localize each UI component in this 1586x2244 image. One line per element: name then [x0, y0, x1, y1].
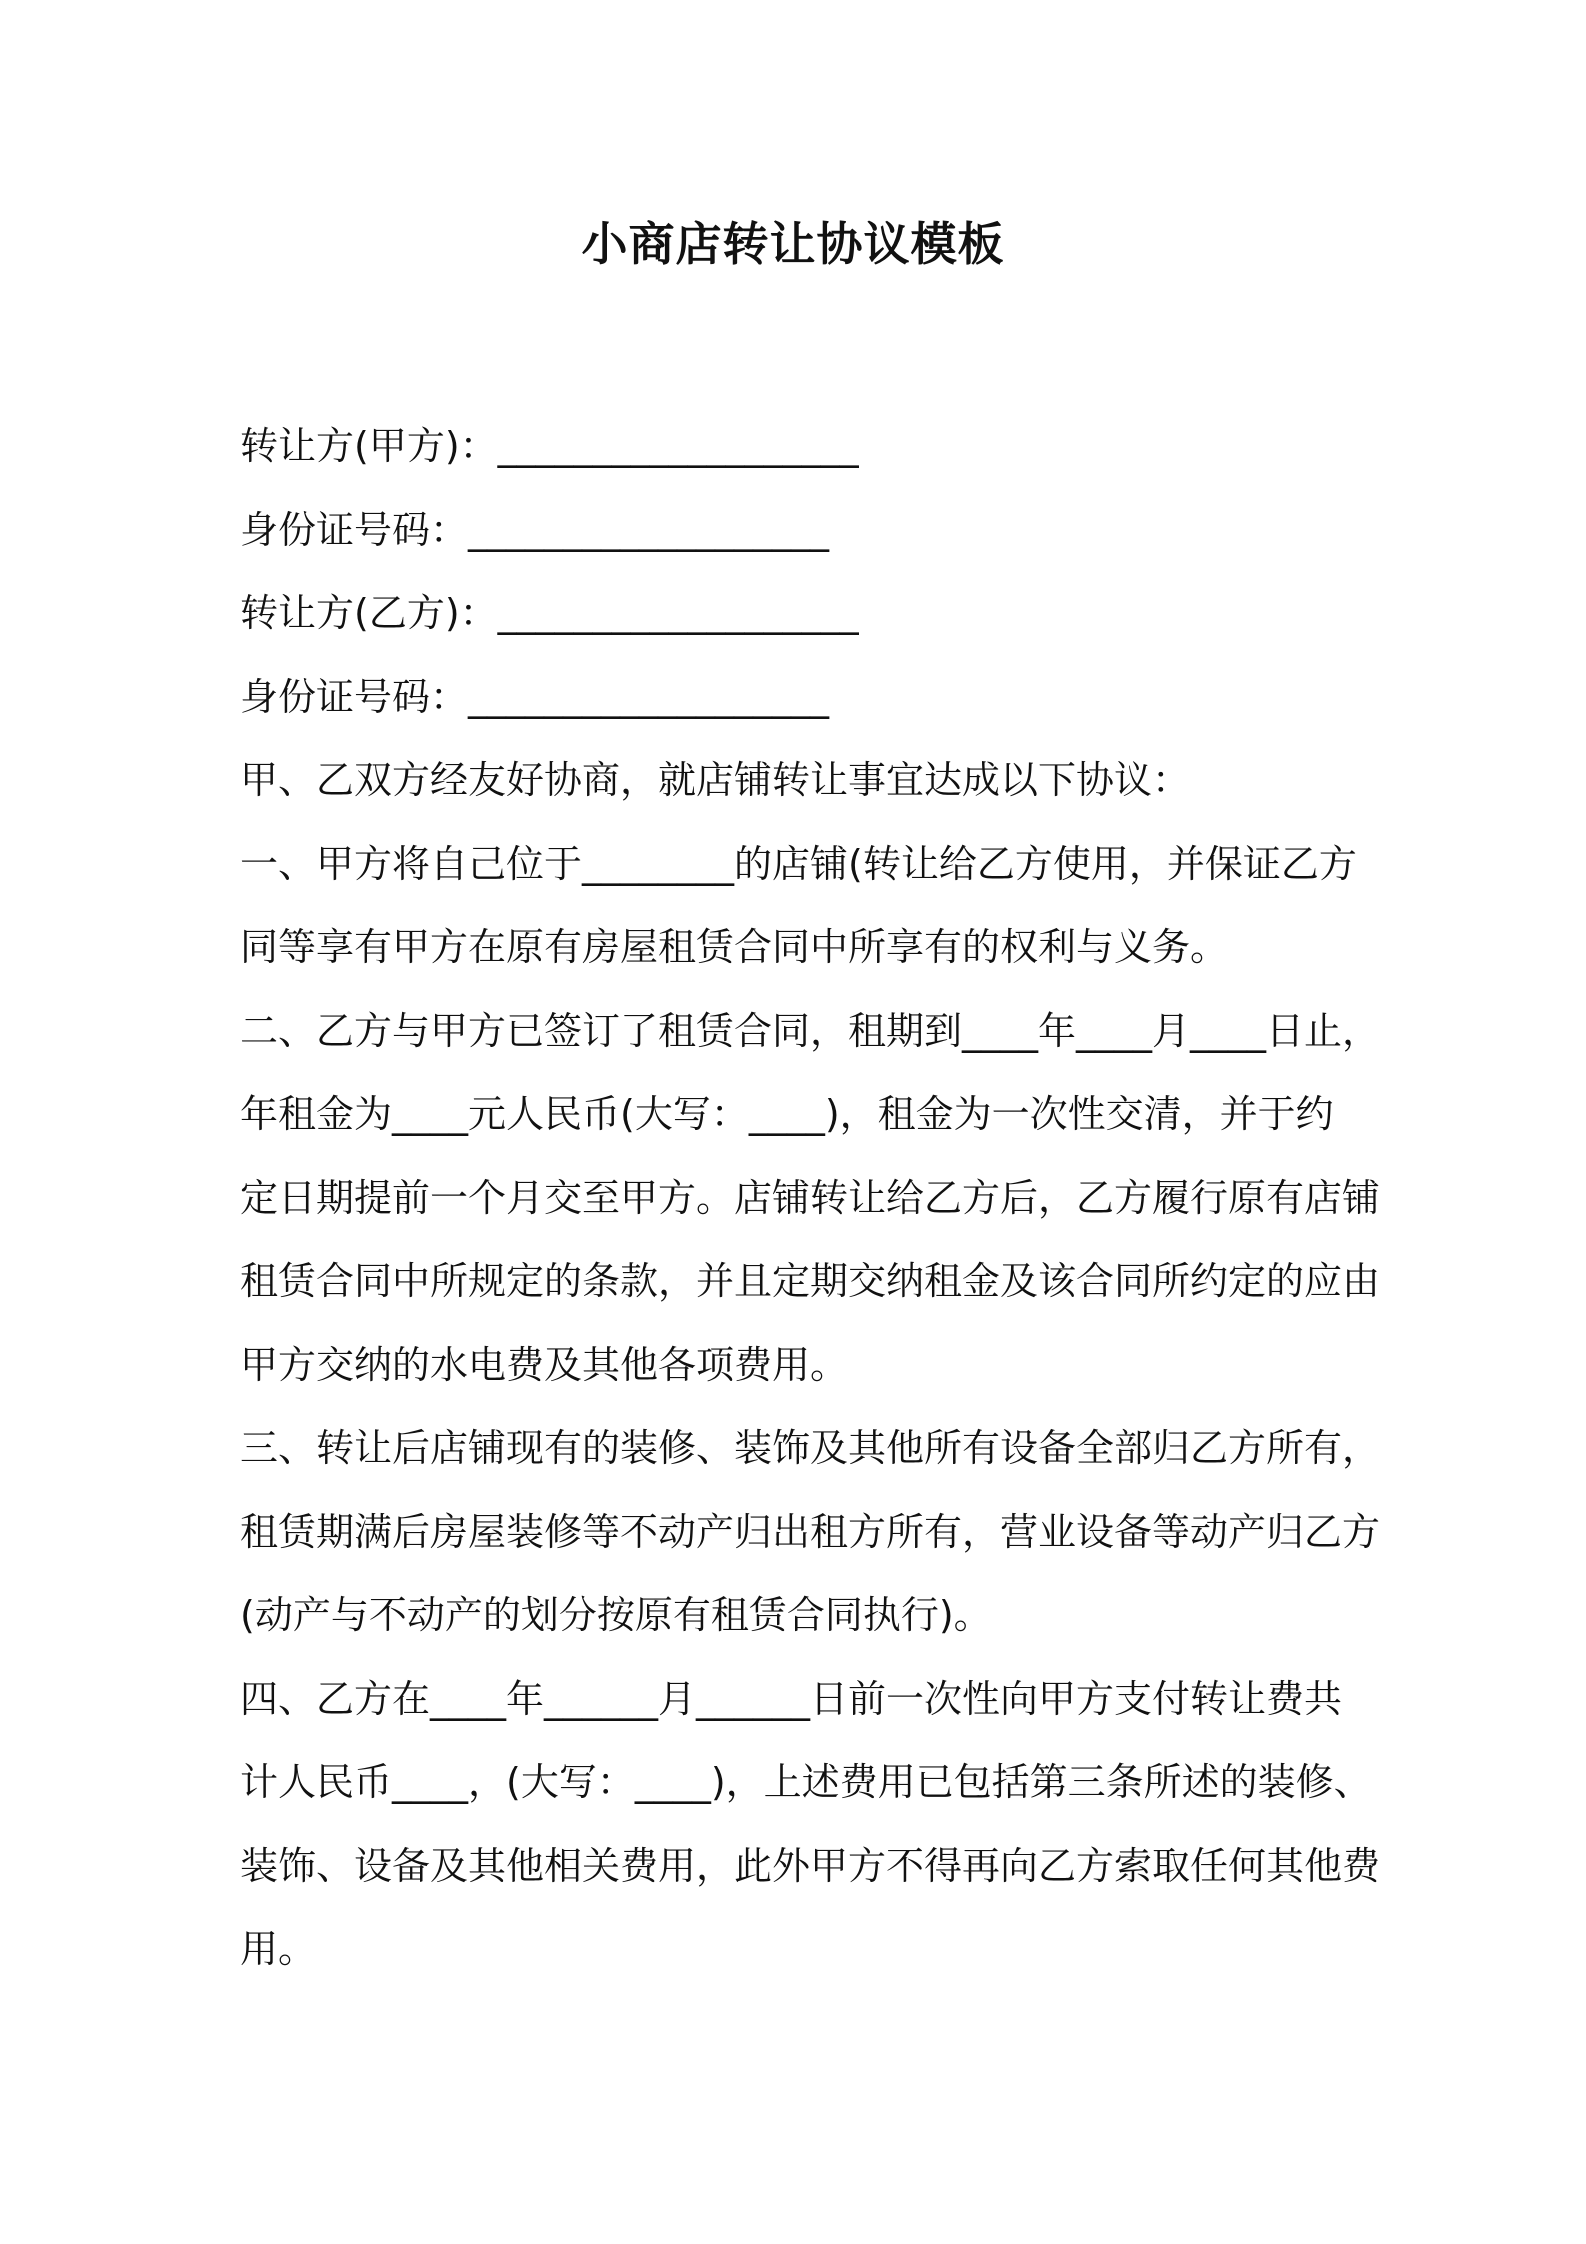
clause-line: 计人民币____，(大写：____)，上述费用已包括第三条所述的装修、	[240, 1760, 1372, 1804]
field-label: 身份证号码：	[240, 507, 469, 552]
document-body	[240, 405, 1381, 1992]
clause-line: 用。	[240, 1927, 317, 1971]
clause-line: 租赁期满后房屋装修等不动产归出租方所有，营业设备等动产归乙方	[240, 1509, 1381, 1554]
clause-4	[240, 1658, 1381, 1992]
field-transferor-a	[240, 405, 1350, 489]
field-id-number-b	[240, 656, 1350, 740]
fill-blank: ___________________	[497, 591, 859, 635]
document-title: 小商店转让协议模板	[581, 217, 1005, 271]
field-label: 转让方(甲方)：	[240, 424, 498, 468]
clause-line: 一、甲方将自己位于________的店铺(转让给乙方使用，并保证乙方	[240, 841, 1357, 886]
clause-1	[240, 823, 1357, 990]
clause-line: 装饰、设备及其他相关费用，此外甲方不得再向乙方索取任何其他费	[240, 1843, 1381, 1888]
clause-3	[240, 1407, 1381, 1658]
fill-blank: ___________________	[468, 507, 830, 552]
clause-line: (动产与不动产的划分按原有租赁合同执行)。	[240, 1593, 992, 1637]
clause-line: 二、乙方与甲方已签订了租赁合同，租期到____年____月____日止，	[240, 1008, 1381, 1053]
field-label: 身份证号码：	[240, 674, 469, 719]
clause-line: 四、乙方在____年______月______日前一次性向甲方支付转让费共	[240, 1676, 1343, 1721]
field-id-number-a	[240, 489, 1350, 573]
fill-blank: ___________________	[468, 674, 830, 719]
clause-line: 租赁合同中所规定的条款，并且定期交纳租金及该合同所约定的应由	[240, 1259, 1381, 1303]
field-label: 转让方(乙方)：	[240, 591, 498, 635]
fill-blank: ___________________	[497, 424, 859, 468]
clause-line: 三、转让后店铺现有的装修、装饰及其他所有设备全部归乙方所有，	[240, 1426, 1381, 1470]
clause-line: 定日期提前一个月交至甲方。店铺转让给乙方后，乙方履行原有店铺	[240, 1175, 1381, 1220]
clause-line: 年租金为____元人民币(大写：____)，租金为一次性交清，并于约	[240, 1092, 1334, 1136]
intro-paragraph: 甲、乙双方经友好协商，就店铺转让事宜达成以下协议：	[240, 758, 1191, 802]
clause-line: 甲方交纳的水电费及其他各项费用。	[240, 1342, 849, 1387]
clause-2	[240, 990, 1381, 1408]
field-transferee-b	[240, 572, 1350, 656]
clause-line: 同等享有甲方在原有房屋租赁合同中所享有的权利与义务。	[240, 925, 1229, 969]
